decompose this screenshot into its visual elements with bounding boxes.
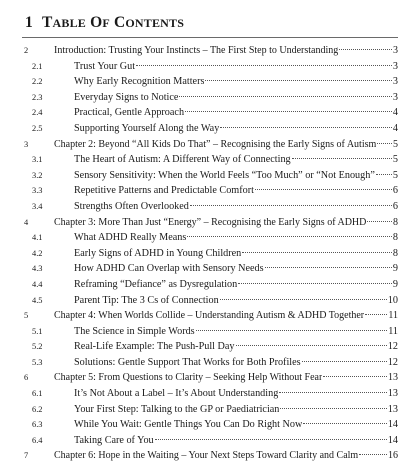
toc-section-entry[interactable] — [22, 152, 398, 168]
dot-leader — [255, 189, 392, 190]
entry-number: 6.3 — [32, 420, 43, 430]
entry-number: 7 — [24, 451, 29, 461]
entry-number: 4.3 — [32, 264, 43, 274]
entry-number: 6 — [24, 373, 29, 383]
entry-title: Chapter 6: Hope in the Waiting – Your Next Steps Toward Clarity and Calm — [54, 450, 359, 462]
entry-number: 2.4 — [32, 108, 43, 118]
toc-section-entry[interactable] — [22, 168, 398, 184]
entry-page-number: 9 — [392, 278, 398, 290]
toc-section-entry[interactable] — [22, 183, 398, 199]
toc-section-entry[interactable] — [22, 59, 398, 75]
dot-leader — [136, 65, 392, 66]
entry-page-number: 4 — [392, 107, 398, 119]
entry-number: 4.2 — [32, 248, 43, 258]
toc-chapter-entry[interactable] — [22, 448, 398, 464]
entry-title: Introduction: Trusting Your Instincts – The First Step to Understanding — [54, 45, 339, 56]
entry-page-number: 5 — [392, 154, 398, 166]
entry-number: 2 — [24, 46, 29, 55]
dot-leader — [339, 49, 392, 50]
entry-number: 4.4 — [32, 279, 43, 289]
entry-number: 2.5 — [32, 123, 43, 133]
dot-leader — [238, 283, 392, 284]
entry-title: Trust Your Gut — [74, 60, 136, 72]
toc-section-entry[interactable] — [22, 417, 398, 433]
dot-leader — [236, 345, 387, 346]
entry-title: Your First Step: Talking to the GP or Paediatrician — [74, 403, 280, 415]
entry-number: 5 — [24, 311, 29, 321]
entry-number: 4.5 — [32, 295, 43, 305]
toc-heading-title: TABLE OF CONTENTS — [41, 14, 185, 31]
dot-leader — [187, 236, 392, 237]
entry-page-number: 8 — [393, 216, 398, 228]
toc-section-entry[interactable] — [22, 90, 398, 106]
entry-title: While You Wait: Gentle Things You Can Do Right Now — [74, 419, 303, 431]
entry-title: Supporting Yourself Along the Way — [74, 122, 220, 134]
entry-title: Repetitive Patterns and Predictable Comfort — [74, 185, 254, 197]
entry-page-number: 8 — [392, 232, 398, 244]
dot-leader — [265, 267, 392, 268]
dot-leader — [279, 392, 387, 393]
entry-number: 6.1 — [32, 389, 43, 399]
entry-page-number: 13 — [388, 372, 398, 384]
entry-title: Chapter 5: From Questions to Clarity – Seeking Help Without Fear — [54, 372, 323, 384]
dot-leader — [185, 111, 392, 112]
dot-leader — [205, 80, 391, 81]
entry-number: 3.2 — [32, 170, 43, 180]
toc-chapter-entry[interactable] — [22, 137, 398, 153]
dot-leader — [220, 299, 387, 300]
heading-rule — [22, 37, 398, 38]
entry-page-number: 6 — [392, 185, 398, 197]
entry-page-number: 14 — [387, 434, 398, 446]
toc-section-entry[interactable] — [22, 246, 398, 262]
entry-title: Real-Life Example: The Push-Pull Day — [74, 341, 235, 353]
toc-section-entry[interactable] — [22, 293, 398, 309]
toc-section-entry[interactable] — [22, 105, 398, 121]
entry-number: 4 — [24, 217, 29, 227]
entry-title: Reframing “Defiance” as Dysregulation — [74, 278, 238, 290]
dot-leader — [367, 221, 392, 222]
toc-section-entry[interactable] — [22, 433, 398, 449]
entry-number: 3 — [24, 139, 29, 149]
toc-section-entry[interactable] — [22, 230, 398, 246]
entry-number: 4.1 — [32, 233, 43, 243]
dot-leader — [280, 408, 386, 409]
entry-page-number: 3 — [393, 45, 398, 56]
entry-number: 3.4 — [32, 201, 43, 211]
dot-leader — [376, 174, 392, 175]
dot-leader — [323, 376, 387, 377]
dot-leader — [302, 361, 387, 362]
entry-page-number: 11 — [388, 310, 398, 322]
entry-number: 5.3 — [32, 357, 43, 367]
entry-page-number: 10 — [387, 294, 398, 306]
entry-title: Sensory Sensitivity: When the World Feels “Too Much” or “Not Enough” — [74, 169, 375, 181]
toc-section-entry[interactable] — [22, 402, 398, 418]
entry-title: Chapter 3: More Than Just “Energy” – Recognising the Early Signs of ADHD — [54, 216, 367, 228]
entry-title: Why Early Recognition Matters — [74, 76, 205, 88]
entry-page-number: 14 — [387, 419, 398, 431]
dot-leader — [242, 252, 392, 253]
entry-title: It’s Not About a Label – It’s About Understanding — [74, 388, 279, 400]
entry-title: Chapter 4: When Worlds Collide – Understanding Autism & ADHD Together — [54, 310, 365, 322]
toc-chapter-entry[interactable] — [22, 215, 398, 231]
entry-page-number: 3 — [392, 60, 398, 72]
entry-title: Solutions: Gentle Support That Works for Both Profiles — [74, 356, 301, 368]
entry-page-number: 3 — [392, 91, 398, 103]
entry-page-number: 13 — [387, 388, 398, 400]
entry-number: 2.2 — [32, 77, 43, 87]
dot-leader — [179, 96, 392, 97]
entry-number: 2.1 — [32, 61, 43, 71]
toc-section-entry[interactable] — [22, 199, 398, 215]
toc-section-entry[interactable] — [22, 277, 398, 293]
entry-number: 6.2 — [32, 404, 43, 414]
entry-page-number: 11 — [388, 325, 398, 337]
entry-page-number: 16 — [388, 450, 398, 462]
entry-title: Practical, Gentle Approach — [74, 107, 185, 119]
toc-section-entry[interactable] — [22, 74, 398, 90]
toc-section-entry[interactable] — [22, 339, 398, 355]
entry-page-number: 6 — [392, 200, 398, 212]
toc-chapter-entry[interactable] — [22, 43, 398, 59]
entry-page-number: 8 — [392, 247, 398, 259]
toc-section-entry[interactable] — [22, 324, 398, 340]
toc-section-entry[interactable] — [22, 261, 398, 277]
entry-page-number: 12 — [387, 341, 398, 353]
dot-leader — [190, 205, 392, 206]
entry-title: Strengths Often Overlooked — [74, 200, 189, 212]
dot-leader — [155, 439, 387, 440]
entry-title: What ADHD Really Means — [74, 232, 187, 244]
entry-title: Early Signs of ADHD in Young Children — [74, 247, 242, 259]
entry-number: 3.1 — [32, 155, 43, 165]
toc-heading — [25, 13, 398, 33]
entry-page-number: 4 — [392, 122, 398, 134]
entry-number: 3.3 — [32, 186, 43, 196]
entry-number: 6.4 — [32, 435, 43, 445]
entry-title: Taking Care of You — [74, 434, 154, 446]
entry-number: 5.1 — [32, 326, 43, 336]
entry-title: Parent Tip: The 3 Cs of Connection — [74, 294, 219, 306]
entry-page-number: 13 — [387, 403, 398, 415]
toc-section-entry[interactable] — [22, 386, 398, 402]
entry-title: Everyday Signs to Notice — [74, 91, 179, 103]
dot-leader — [303, 423, 386, 424]
dot-leader — [196, 330, 388, 331]
toc-section-entry[interactable] — [22, 355, 398, 371]
toc-entries — [22, 43, 398, 464]
entry-title: The Science in Simple Words — [74, 325, 195, 337]
toc-chapter-entry[interactable] — [22, 308, 398, 324]
dot-leader — [220, 127, 392, 128]
toc-heading-number: 1 — [25, 14, 33, 31]
entry-number: 2.3 — [32, 92, 43, 102]
entry-page-number: 5 — [393, 138, 398, 150]
entry-title: The Heart of Autism: A Different Way of Connecting — [74, 154, 291, 166]
entry-number: 5.2 — [32, 342, 43, 352]
dot-leader — [377, 143, 392, 144]
dot-leader — [359, 454, 387, 455]
entry-page-number: 12 — [387, 356, 398, 368]
entry-title: How ADHD Can Overlap with Sensory Needs — [74, 263, 264, 275]
entry-page-number: 5 — [392, 169, 398, 181]
entry-title: Chapter 2: Beyond “All Kids Do That” – Recognising the Early Signs of Autism — [54, 138, 377, 150]
dot-leader — [292, 158, 392, 159]
dot-leader — [365, 314, 387, 315]
entry-page-number: 9 — [392, 263, 398, 275]
toc-chapter-entry[interactable] — [22, 370, 398, 386]
toc-section-entry[interactable] — [22, 121, 398, 137]
entry-page-number: 3 — [392, 76, 398, 88]
